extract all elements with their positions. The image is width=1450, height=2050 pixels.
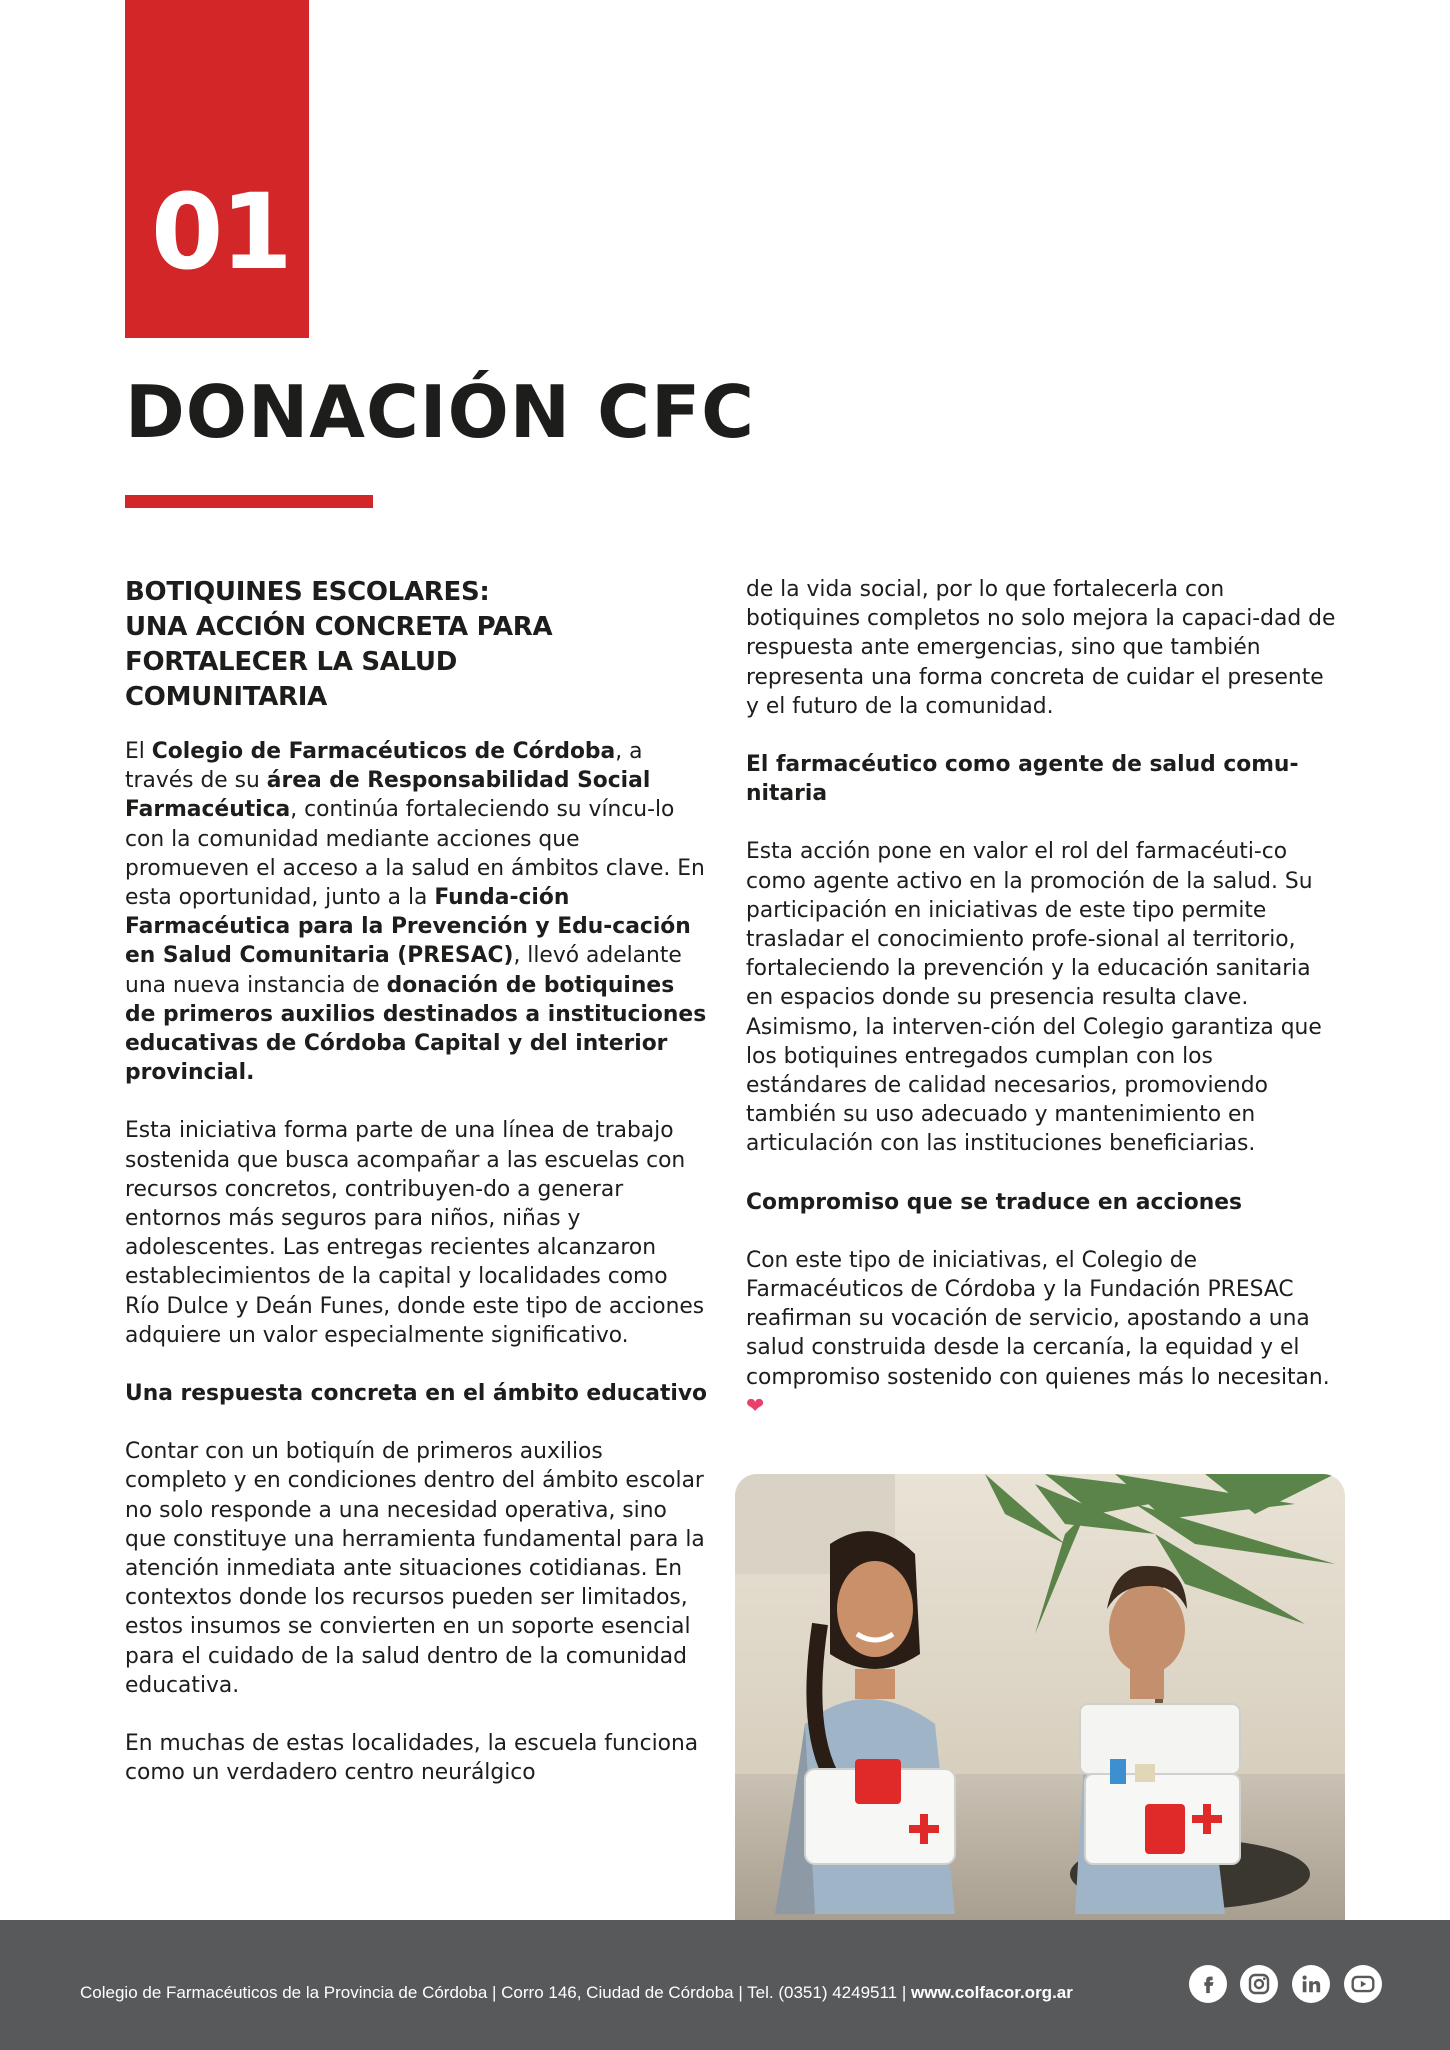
website-link[interactable]: www.colfacor.org.ar	[911, 1983, 1073, 2002]
body-paragraph: Esta iniciativa forma parte de una línea de trabajo sostenida que busca acompañar a las escuelas con recursos concretos, contribuyen-do a generar entornos más seguros para niños, niñas y adolescentes. Las entregas recientes alcanzaron establecimientos de la capital y localidades como Río Dulce y Deán Funes, donde este tipo de acciones adquiere un valor especialmente significativo.	[125, 1118, 705, 1348]
right-column	[746, 575, 1336, 1421]
footer-address: Colegio de Farmacéuticos de la Provincia de Córdoba | Corro 146, Ciudad de Córdoba | Tel. (0351) 4249511 |	[80, 1983, 911, 2002]
subhead-line: FORTALECER LA SALUD	[125, 647, 458, 677]
section-heading: El farmacéutico como agente de salud comu-nitaria	[746, 752, 1299, 807]
section-heading: Compromiso que se traduce en acciones	[746, 1189, 1243, 1215]
page-title: DONACIÓN CFC	[125, 370, 755, 454]
left-column	[125, 575, 707, 1788]
bold-run: donación de botiquines de primeros auxilios destinados a instituciones educativas de Córdoba Capital y del interior provincial.	[125, 972, 707, 1086]
students-photo	[735, 1474, 1345, 1920]
footer-contact	[80, 1982, 1073, 2004]
text-run: , llevó adelante una nueva instancia de	[125, 943, 682, 998]
linkedin-icon[interactable]	[1292, 1965, 1330, 2003]
text-run: , a través de su	[125, 739, 643, 794]
body-paragraph: Esta acción pone en valor el rol del farmacéuti-co como agente activo en la promoción de la salud. Su participación en iniciativas de este tipo permite trasladar el conocimiento profe-sional al territorio, fortaleciendo la prevención y la educación sanitaria en espacios donde su presencia resulta clave. Asimismo, la interven-ción del Colegio garantiza que los botiquines entregados cumplan con los estándares de calidad necesarios, promoviendo también su uso adecuado y mantenimiento en articulación con las instituciones beneficiarias.	[746, 839, 1322, 1157]
text-run: El	[125, 739, 152, 764]
intro-paragraph	[125, 737, 707, 1087]
section-heading: Una respuesta concreta en el ámbito educativo	[125, 1381, 708, 1407]
bold-run: área de Responsabilidad Social Farmacéutica	[125, 768, 651, 823]
bold-run: Colegio de Farmacéuticos de Córdoba	[151, 739, 616, 764]
footer	[0, 1920, 1450, 2050]
body-paragraph: de la vida social, por lo que fortalecerla con botiquines completos no solo mejora la capaci-dad de respuesta ante emergencias, sino que también representa una forma concreta de cuidar el presente y el futuro de la comunidad.	[746, 577, 1336, 719]
body-paragraph: En muchas de estas localidades, la escuela funciona como un verdadero centro neurálgico	[125, 1731, 699, 1786]
section-number: 01	[151, 171, 290, 293]
subhead-line: COMUNITARIA	[125, 682, 327, 712]
subhead-line: BOTIQUINES ESCOLARES:	[125, 577, 490, 607]
facebook-icon[interactable]	[1189, 1965, 1227, 2003]
heart-icon: ❤	[746, 1393, 765, 1419]
youtube-icon[interactable]	[1344, 1965, 1382, 2003]
text-run: Con este tipo de iniciativas, el Colegio de Farmacéuticos de Córdoba y la Fundación PRESAC reafirman su vocación de servicio, apostando a una salud construida desde la cercanía, la equidad y el compromiso sostenido con quienes más lo necesitan.	[746, 1247, 1330, 1390]
section-number-block	[125, 0, 309, 338]
subhead-line: UNA ACCIÓN CONCRETA PARA	[125, 612, 553, 642]
text-run: , continúa fortaleciendo su víncu-lo con la comunidad mediante acciones que promueven el acceso a la salud en ámbitos clave. En esta oportunidad, junto a la	[125, 797, 705, 911]
bold-run: Funda-ción Farmacéutica para la Prevención y Edu-cación en Salud Comunitaria (PRESAC)	[125, 885, 691, 969]
title-underline	[125, 495, 373, 508]
instagram-icon[interactable]	[1240, 1965, 1278, 2003]
body-paragraph	[746, 1246, 1336, 1421]
article-subhead	[125, 575, 707, 715]
body-paragraph: Contar con un botiquín de primeros auxilios completo y en condiciones dentro del ámbito escolar no solo responde a una necesidad operativa, sino que constituye una herramienta fundamental para la atención inmediata ante situaciones cotidianas. En contextos donde los recursos pueden ser limitados, estos insumos se convierten en un soporte esencial para el cuidado de la salud dentro de la comunidad educativa.	[125, 1439, 705, 1698]
